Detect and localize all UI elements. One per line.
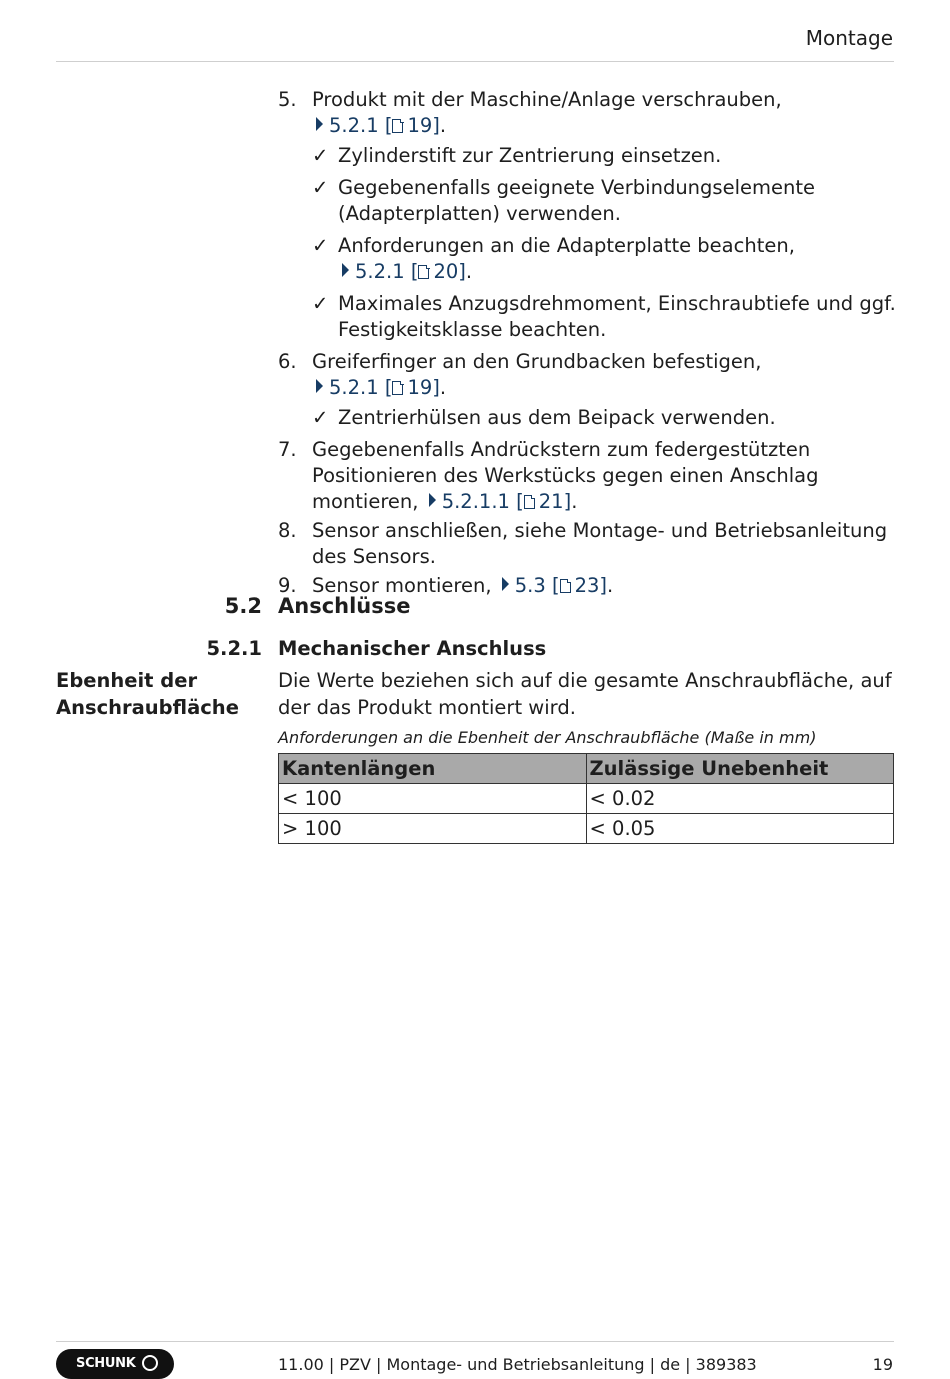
ref-page: 21 [538,490,564,513]
checklist-text: Maximales Anzugsdrehmoment, Einschraubtiefe und ggf. Festigkeitsklasse beachten. [338,292,896,341]
ref-bracket-open: [ [410,260,419,283]
cross-reference-link[interactable] [425,490,571,513]
logo-wordmark: SCHUNK [76,1356,136,1371]
trailing-punctuation: . [439,376,447,399]
schunk-logo [56,1349,174,1379]
flatness-paragraph: Die Werte beziehen sich auf die gesamte Anschraubfläche, auf der das Produkt montiert wird. [278,669,892,719]
ref-bracket-open: [ [516,490,524,513]
list-item [278,437,898,515]
ref-bracket-close: ] [432,376,440,399]
assembly-steps-list [278,87,898,602]
arrow-right-icon [429,493,436,507]
list-item [278,518,898,570]
checklist-text: Zentrierhülsen aus dem Beipack verwenden. [338,406,776,429]
ref-section: 5.2.1 [329,114,379,137]
arrow-right-icon [502,577,509,591]
step-text [312,87,898,139]
cross-reference-link[interactable] [312,376,440,399]
flatness-table [278,753,894,844]
trailing-punctuation: . [465,260,473,283]
trailing-punctuation: . [607,574,614,597]
page-icon [418,265,429,279]
page-number: 19 [872,1355,893,1374]
arrow-right-icon [316,117,323,131]
ref-page: 20 [433,260,459,283]
margin-label-line-2: Anschraubfläche [56,696,239,719]
step-label: Gegebenenfalls Andrückstern zum federgestützten Positionieren des Werkstücks gegen einen Anschlag montieren, [312,438,819,513]
ref-bracket-open: [ [384,376,393,399]
ref-bracket-open: [ [384,114,393,137]
column-header-edge-length: Kantenlängen [279,754,587,784]
ref-bracket-open: [ [551,574,560,597]
header-divider [56,61,894,62]
check-icon: ✓ [312,144,329,167]
check-icon: ✓ [312,406,329,429]
ref-bracket-close: ] [432,114,440,137]
table-cell: < 100 [279,784,587,814]
checklist-text: Anforderungen an die Adapterplatte beachten, [338,234,795,257]
checklist [312,405,898,431]
step-text [312,437,898,515]
arrow-right-icon [342,263,349,277]
check-icon: ✓ [312,292,329,315]
ref-bracket-close: ] [599,574,607,597]
table-caption: Anforderungen an die Ebenheit der Anschraubfläche (Maße in mm) [278,728,817,747]
page-icon [524,495,535,509]
step-label: Sensor montieren, [312,574,492,597]
step-text [312,518,898,570]
checklist-item [312,405,898,431]
margin-label-line-1: Ebenheit der [56,669,198,692]
page-icon [392,381,403,395]
page-icon [560,579,571,593]
checklist-item [312,233,898,285]
table-row [279,814,894,844]
step-label: Sensor anschließen, siehe Montage- und Betriebsanleitung des Sensors. [312,519,888,568]
table-cell: < 0.02 [586,784,894,814]
checklist-item [312,175,898,227]
section-title-anschluesse: Anschlüsse [278,594,411,618]
checklist-item [312,143,898,169]
footer-document-info: 11.00 | PZV | Montage- und Betriebsanleitung | de | 389383 [278,1355,757,1374]
step-number: 8. [278,519,297,542]
section-number-5-2-1: 5.2.1 [206,637,262,660]
ref-section: 5.2.1 [329,376,379,399]
ref-page: 19 [407,114,433,137]
section-title-mechanischer-anschluss: Mechanischer Anschluss [278,637,547,660]
section-number-5-2: 5.2 [224,594,262,618]
ref-page: 23 [574,574,600,597]
step-label: Greiferfinger an den Grundbacken befestigen, [312,350,762,373]
step-text [312,349,898,401]
arrow-right-icon [316,379,323,393]
checklist-text: Zylinderstift zur Zentrierung einsetzen. [338,144,722,167]
page-icon [392,119,403,133]
ref-page: 19 [407,376,433,399]
logo-emblem-icon [142,1355,158,1371]
column-header-permissible-unevenness: Zulässige Unebenheit [586,754,894,784]
table-row [279,784,894,814]
step-number: 5. [278,88,297,111]
step-number: 7. [278,438,297,461]
trailing-punctuation: . [439,114,447,137]
ref-bracket-close: ] [563,490,572,513]
ref-section: 5.3 [514,574,546,597]
margin-label-flatness [56,667,246,721]
footer-divider [56,1341,894,1342]
check-icon: ✓ [312,176,329,199]
ref-section: 5.2.1.1 [441,490,510,513]
trailing-punctuation: . [571,490,578,513]
step-number: 9. [278,574,297,597]
check-icon: ✓ [312,234,329,257]
checklist-item [312,291,898,343]
running-header-title: Montage [805,26,893,50]
step-label: Produkt mit der Maschine/Anlage verschrauben, [312,88,782,111]
cross-reference-link[interactable] [312,114,440,137]
cross-reference-link[interactable] [338,260,466,283]
table-header-row [279,754,894,784]
ref-section: 5.2.1 [355,260,405,283]
checklist-text: Gegebenenfalls geeignete Verbindungselemente (Adapterplatten) verwenden. [338,176,815,225]
ref-bracket-close: ] [458,260,466,283]
list-item [278,87,898,343]
table-cell: > 100 [279,814,587,844]
list-item [278,349,898,431]
cross-reference-link[interactable] [498,574,607,597]
step-number: 6. [278,350,297,373]
table-cell: < 0.05 [586,814,894,844]
checklist [312,143,898,343]
